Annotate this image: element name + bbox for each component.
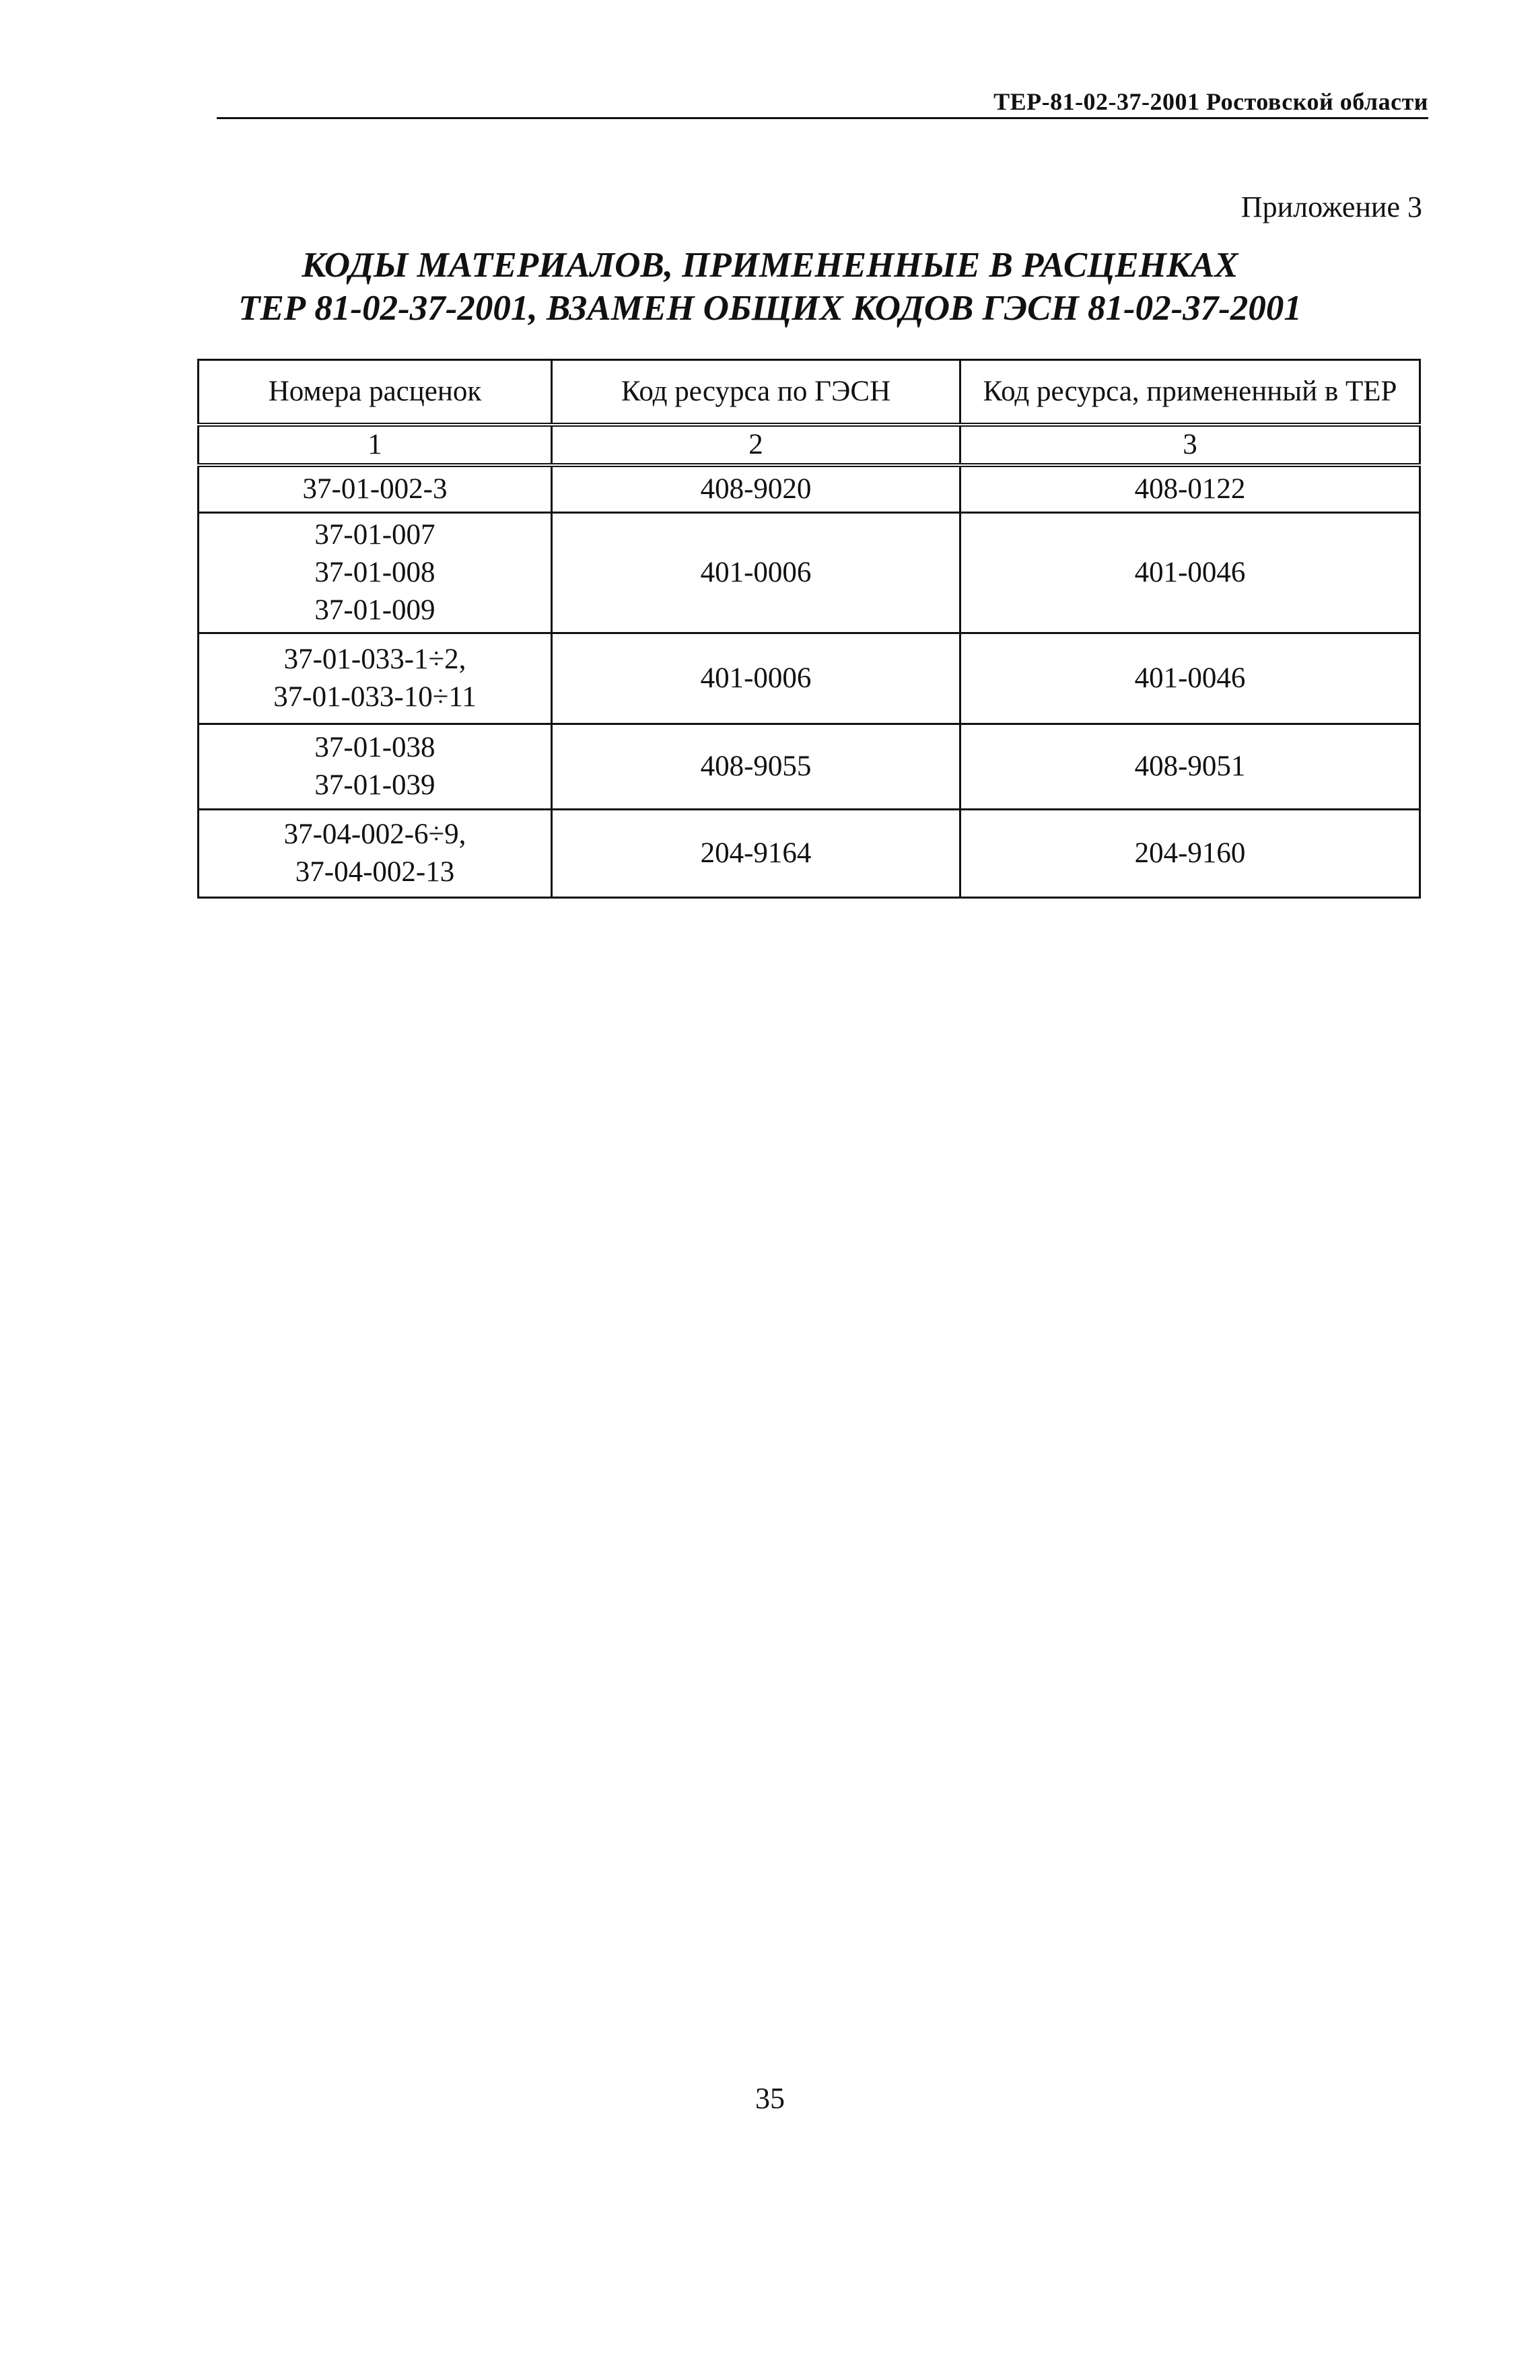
rate-number: 37-01-002-3 xyxy=(302,473,448,505)
gesn-code-cell: 401-0006 xyxy=(552,513,960,633)
gesn-code-cell: 408-9055 xyxy=(552,724,960,810)
header-ter-code: Код ресурса, примененный в ТЕР xyxy=(960,360,1420,425)
column-number: 3 xyxy=(960,425,1420,465)
rate-number: 37-04-002-13 xyxy=(295,856,455,888)
rate-number: 37-01-038 xyxy=(314,732,435,763)
column-number: 2 xyxy=(552,425,960,465)
rate-number: 37-01-033-1÷2, xyxy=(283,643,466,675)
rate-number: 37-01-039 xyxy=(314,769,435,801)
table-row xyxy=(199,465,1420,513)
rates-cell xyxy=(199,465,552,513)
table-row xyxy=(199,513,1420,633)
rate-number: 37-01-009 xyxy=(314,594,435,626)
ter-code-cell: 408-9051 xyxy=(960,724,1420,810)
table-row xyxy=(199,724,1420,810)
page-number: 35 xyxy=(755,2082,785,2115)
gesn-code-cell: 408-9020 xyxy=(552,465,960,513)
rates-cell xyxy=(199,633,552,724)
rate-number: 37-04-002-6÷9, xyxy=(283,818,466,850)
rate-number: 37-01-008 xyxy=(314,557,435,588)
table-row xyxy=(199,810,1420,898)
ter-code-cell: 204-9160 xyxy=(960,810,1420,898)
material-codes-table xyxy=(197,359,1421,899)
gesn-code-cell: 204-9164 xyxy=(552,810,960,898)
ter-code-cell: 401-0046 xyxy=(960,513,1420,633)
table-row xyxy=(199,633,1420,724)
rates-cell xyxy=(199,724,552,810)
document-title xyxy=(0,244,1540,330)
ter-code-cell: 401-0046 xyxy=(960,633,1420,724)
document-title-line-2: ТЕР 81-02-37-2001, ВЗАМЕН ОБЩИХ КОДОВ ГЭСН 81-02-37-2001 xyxy=(238,289,1302,328)
rate-number: 37-01-033-10÷11 xyxy=(273,681,477,713)
rate-number: 37-01-007 xyxy=(314,519,435,551)
document-title-line-1: КОДЫ МАТЕРИАЛОВ, ПРИМЕНЕННЫЕ В РАСЦЕНКАХ xyxy=(302,246,1238,285)
column-number: 1 xyxy=(199,425,552,465)
ter-code-cell: 408-0122 xyxy=(960,465,1420,513)
gesn-code-cell: 401-0006 xyxy=(552,633,960,724)
rates-cell xyxy=(199,810,552,898)
running-header-title: ТЕР-81-02-37-2001 Ростовской области xyxy=(993,88,1428,115)
header-gesn-code: Код ресурса по ГЭСН xyxy=(552,360,960,425)
running-header xyxy=(217,86,1428,119)
table-header-row xyxy=(199,360,1420,425)
appendix-label: Приложение 3 xyxy=(1240,190,1422,223)
header-rates: Номера расценок xyxy=(199,360,552,425)
column-number-row xyxy=(199,425,1420,465)
rates-cell xyxy=(199,513,552,633)
